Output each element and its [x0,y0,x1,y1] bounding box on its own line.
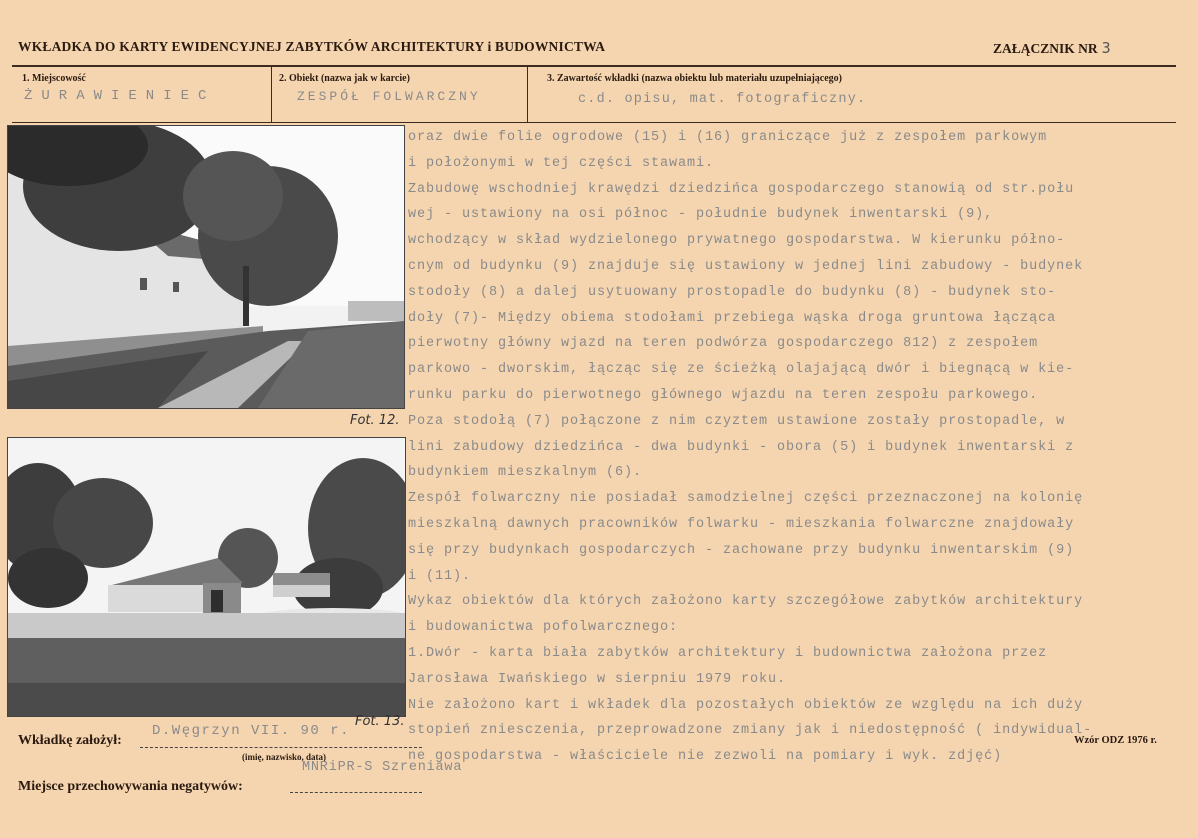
text-line: się przy budynkach gospodarczych - zachowane przy budynku inwentarskim (9) [408,542,1075,558]
attachment-label: ZAŁĄCZNIK NR [993,41,1098,56]
created-by-hint: (imię, nazwisko, data) [242,752,326,762]
text-line: Jarosława Iwańskiego w sierpniu 1979 roku. [408,671,787,687]
card-title: WKŁADKA DO KARTY EWIDENCYJNEJ ZABYTKÓW ARCHITEKTURY i BUDOWNICTWA [18,39,606,54]
text-line: pierwotny główny wjazd na teren podwórza gospodarczego 812) z zespołem [408,336,1039,352]
text-line: Zabudowę wschodniej krawędzi dziedzińca gospodarczego stanowią od str.połu [408,181,1075,197]
text-line: doły (7)- Między obiema stodołami przebiega wąska droga gruntowa łącząca [408,310,1057,326]
text-line: stopień zniesczenia, przeprowadzone zmiany jak i niedostępność ( indywidual- [408,723,1093,739]
photo-2-image [8,438,405,716]
storage-value: MNRiPR-S Szreniawa [302,760,463,775]
storage-label: Miejsce przechowywania negatywów: [18,779,243,794]
text-line: i (11). [408,568,472,584]
attachment-number-value: 3 [1101,39,1111,57]
photo-1 [7,125,405,409]
field-divider-2 [527,67,528,123]
created-by-line [140,746,422,748]
field-divider-1 [271,67,272,123]
header-rule [12,65,1176,67]
text-line: Nie założono kart i wkładek dla pozostałych obiektów ze względu na ich duży [408,697,1084,713]
created-by-label: Wkładkę założył: [18,733,122,748]
text-line: i położonymi w tej części stawami. [408,155,715,171]
text-line: parkowo - dworskim, łącząc się ze ścieżką olajającą dwór i biegnącą w kie- [408,362,1075,378]
text-line: oraz dwie folie ogrodowe (15) i (16) graniczące już z zespołem parkowym [408,130,1048,145]
text-line: Zespół folwarczny nie posiadał samodzielnej części przeznaczonej na kolonię [408,491,1084,507]
field-2-label: 2. Obiekt (nazwa jak w karcie) [279,73,410,84]
description-text [408,125,1186,770]
photo-2-caption: Fot. 13. [355,714,405,729]
text-line: budynkiem mieszkalnym (6). [408,465,643,481]
text-line: lini zabudowy dziedzińca - dwa budynki - obora (5) i budynek inwentarski z [408,439,1075,455]
photo-1-image [8,126,404,408]
field-2-value: ZESPÓŁ FOLWARCZNY [297,89,481,104]
field-1-label: 1. Miejscowość [22,73,86,84]
text-line: Poza stodołą (7) połączone z nim czyztem ustawione zostały prostopadle, w [408,413,1066,429]
field-1-value: ŻURAWIENIEC [24,88,216,104]
text-line: cnym od budynku (9) znajduje się ustawiony w jednej lini zabudowy - budynek [408,258,1084,274]
text-line: 1.Dwór - karta biała zabytków architektury i budownictwa założona przez [408,645,1048,661]
text-line: stodoły (8) a dalej usytuowany prostopadle do budynku (8) - budynek sto- [408,284,1057,300]
text-line: mieszkalną dawnych pracowników folwarku - mieszkania folwarczne znajdowały [408,516,1075,532]
photo-2 [7,437,406,717]
text-line: wej - ustawiony na osi północ - południe budynek inwentarski (9), [408,207,994,223]
text-line: runku parku do pierwotnego głównego wjazdu na teren zespołu parkowego. [408,387,1039,403]
storage-line [290,791,422,793]
text-line: ne gospodarstwa - właściciele nie zezwoli na pomiary i wyk. zdjęć) [408,749,1003,765]
text-line: wchodzący w skład wydzielonego prywatnego gospodarstwa. W kierunku półno- [408,233,1066,249]
text-line: Wykaz obiektów dla których założono karty szczegółowe zabytków architektury [408,594,1084,610]
created-by-value: D.Węgrzyn VII. 90 r. [152,723,351,739]
attachment-number [993,39,1111,57]
form-code: Wzór ODZ 1976 r. [1074,735,1157,746]
field-row-rule [12,122,1176,123]
field-3-value: c.d. opisu, mat. fotograficzny. [578,92,867,107]
photo-1-caption: Fot. 12. [350,413,400,428]
field-3-label: 3. Zawartość wkładki (nazwa obiektu lub materiału uzupełniającego) [547,73,843,84]
text-line: i budowanictwa pofolwarcznego: [408,620,679,636]
